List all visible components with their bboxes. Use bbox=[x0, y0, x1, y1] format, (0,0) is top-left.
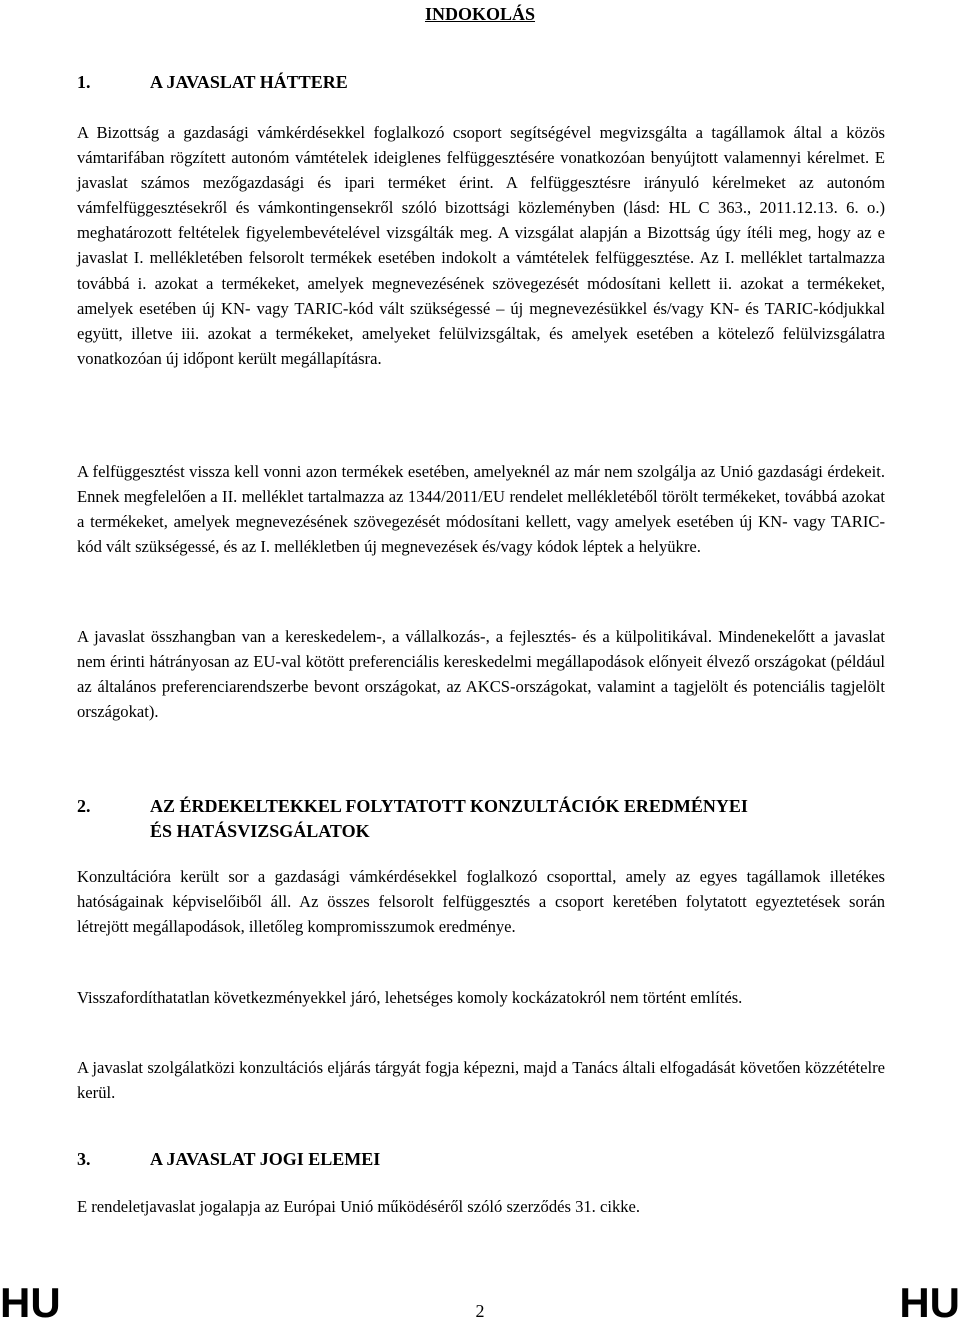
footer-language-left: HU bbox=[0, 1279, 61, 1326]
section-title-line-1: AZ ÉRDEKELTEKKEL FOLYTATOTT KONZULTÁCIÓK EREDMÉNYEI bbox=[150, 796, 748, 816]
section-2-heading bbox=[77, 794, 748, 844]
paragraph: A javaslat összhangban van a kereskedelem-, a vállalkozás-, a fejlesztés- és a külpolitikával. Mindenekelőtt a javaslat nem érinti hátrányosan az EU-val kötött preferenciális kereskedelmi megállapodások előnyeit élvező országokat (például az általános preferenciarendszerbe bevont országokat, az AKCS-országokat, valamint a tagjelölt és potenciális tagjelölt országokat). bbox=[77, 627, 885, 722]
footer-language-right: HU bbox=[899, 1279, 960, 1326]
section-1-heading bbox=[77, 70, 348, 95]
section-number: 2. bbox=[77, 796, 91, 816]
paragraph: E rendeletjavaslat jogalapja az Európai Unió működéséről szóló szerződés 31. cikke. bbox=[77, 1197, 641, 1216]
section-title-line-2: ÉS HATÁSVIZSGÁLATOK bbox=[150, 821, 370, 841]
section-3-heading bbox=[77, 1147, 380, 1172]
paragraph: A javaslat szolgálatközi konzultációs eljárás tárgyát fogja képezni, majd a Tanács általi elfogadását követően közzétételre kerül. bbox=[77, 1058, 885, 1103]
page-number: 2 bbox=[475, 1301, 485, 1321]
paragraph: Visszafordíthatatlan következményekkel járó, lehetséges komoly kockázatokról nem történt említés. bbox=[77, 988, 743, 1007]
page-title: INDOKOLÁS bbox=[424, 4, 536, 24]
section-title: A JAVASLAT HÁTTERE bbox=[150, 72, 348, 92]
section-number: 1. bbox=[77, 72, 91, 92]
paragraph: A felfüggesztést vissza kell vonni azon termékek esetében, amelyeknél az már nem szolgálja az Unió gazdasági érdekeit. Ennek megfelelően a II. melléklet tartalmazza az 1344/2011/EU rendelet mellékletéből törölt termékeket, továbbá azokat a termékeket, amelyek megnevezésének szövegezését módosítani kellett, vagy amelyek esetében új KN- vagy TARIC-kód vált szükségessé, és az I. mellékletben új megnevezések és/vagy kódok léptek a helyükre. bbox=[77, 462, 885, 557]
paragraph: A Bizottság a gazdasági vámkérdésekkel foglalkozó csoport segítségével megvizsgálta a tagállamok által a közös vámtarifában rögzített autonóm vámtételek ideiglenes felfüggesztésére vonatkozóan benyújtott valamennyi kérelmet. E javaslat számos mezőgazdasági és ipari terméket érint. A felfüggesztésre irányuló kérelmeket az autonóm vámfelfüggesztésekről és vámkontingensekről szóló bizottsági közleményben (lásd: HL C 363., 2011.12.13. 6. o.) meghatározott feltételek figyelembevételével vizsgálták meg. A vizsgálat alapján a Bizottság úgy ítéli meg, hogy az e javaslat I. mellékletében felsorolt termékek esetében indokolt a vámtételek felfüggesztése. Az I. melléklet tartalmazza továbbá i. azokat a termékeket, amelyek megnevezésének szövegezését módosítani kellett ii. azokat a termékeket, amelyek esetében új KN- vagy TARIC-kód vált szükségessé – új megnevezésükkel és/vagy KN- és TARIC-kódjukkal együtt, illetve iii. azokat a termékeket, amelyeket felülvizsgáltak, és amelyek esetében a kötelező felülvizsgálatra vonatkozóan új időpont került megállapításra. bbox=[77, 123, 885, 368]
section-title: A JAVASLAT JOGI ELEMEI bbox=[150, 1149, 381, 1169]
paragraph: Konzultációra került sor a gazdasági vámkérdésekkel foglalkozó csoporttal, amely az egyes tagállamok illetékes hatóságainak képviselőiből áll. Az összes felsorolt felfüggesztés a csoport keretében folytatott egyeztetések során létrejött megállapodások, illetőleg kompromisszumok eredménye. bbox=[77, 867, 885, 937]
section-number: 3. bbox=[77, 1149, 91, 1169]
